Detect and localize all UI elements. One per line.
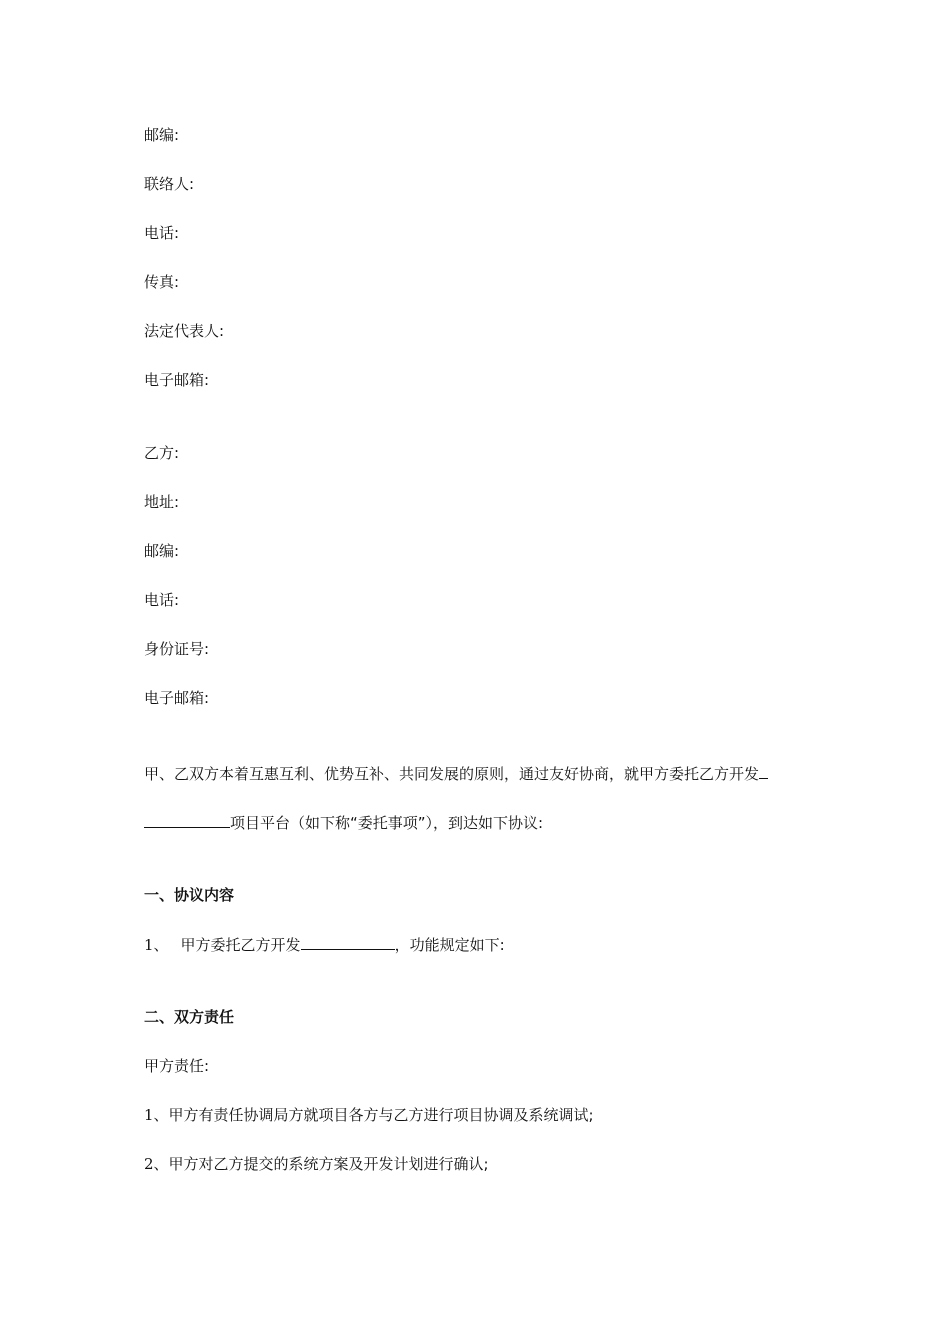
project-name-blank-start <box>759 763 768 779</box>
party-b-postcode-label: 邮编: <box>144 542 180 560</box>
party-a-postcode-label: 邮编: <box>144 126 180 144</box>
section1-item1-text-post: ，功能规定如下: <box>394 936 505 954</box>
party-b-phone-label: 电话: <box>144 591 180 609</box>
section1-item1-text-pre: 甲方委托乙方开发 <box>180 936 301 954</box>
intro-paragraph-line2 <box>144 812 543 833</box>
party-b-email-label: 电子邮箱: <box>144 689 210 707</box>
party-a-fax-label: 传真: <box>144 273 180 291</box>
party-a-contact-label: 联络人: <box>144 175 195 193</box>
party-b-id-label: 身份证号: <box>144 640 210 658</box>
party-a-legal-rep-label: 法定代表人: <box>144 322 225 340</box>
section1-heading: 一、协议内容 <box>144 886 235 904</box>
responsibility-item-number: 1 <box>144 1106 154 1124</box>
project-blank <box>301 934 395 950</box>
responsibility-item <box>144 1154 489 1174</box>
intro-line2-text: 项目平台（如下称“委托事项”），到达如下协议: <box>230 814 544 832</box>
section1-item1-number: 1、 <box>144 936 169 954</box>
responsibility-item-text: 、甲方有责任协调局方就项目各方与乙方进行项目协调及系统调试; <box>153 1106 594 1124</box>
party-a-phone-label: 电话: <box>144 224 180 242</box>
party-b-label: 乙方: <box>144 444 180 462</box>
party-a-responsibility-heading: 甲方责任: <box>144 1057 210 1075</box>
responsibility-item-number: 2 <box>144 1155 154 1173</box>
party-b-address-label: 地址: <box>144 493 180 511</box>
section2-heading: 二、双方责任 <box>144 1008 235 1026</box>
section1-item1 <box>144 934 505 955</box>
intro-paragraph-line1 <box>144 763 768 784</box>
responsibility-item-text: 、甲方对乙方提交的系统方案及开发计划进行确认; <box>153 1155 489 1173</box>
intro-line1-text: 甲、乙双方本着互惠互利、优势互补、共同发展的原则，通过友好协商，就甲方委托乙方开发 <box>144 765 760 783</box>
responsibility-item <box>144 1105 594 1125</box>
party-a-email-label: 电子邮箱: <box>144 371 210 389</box>
project-name-blank-end <box>144 812 230 828</box>
